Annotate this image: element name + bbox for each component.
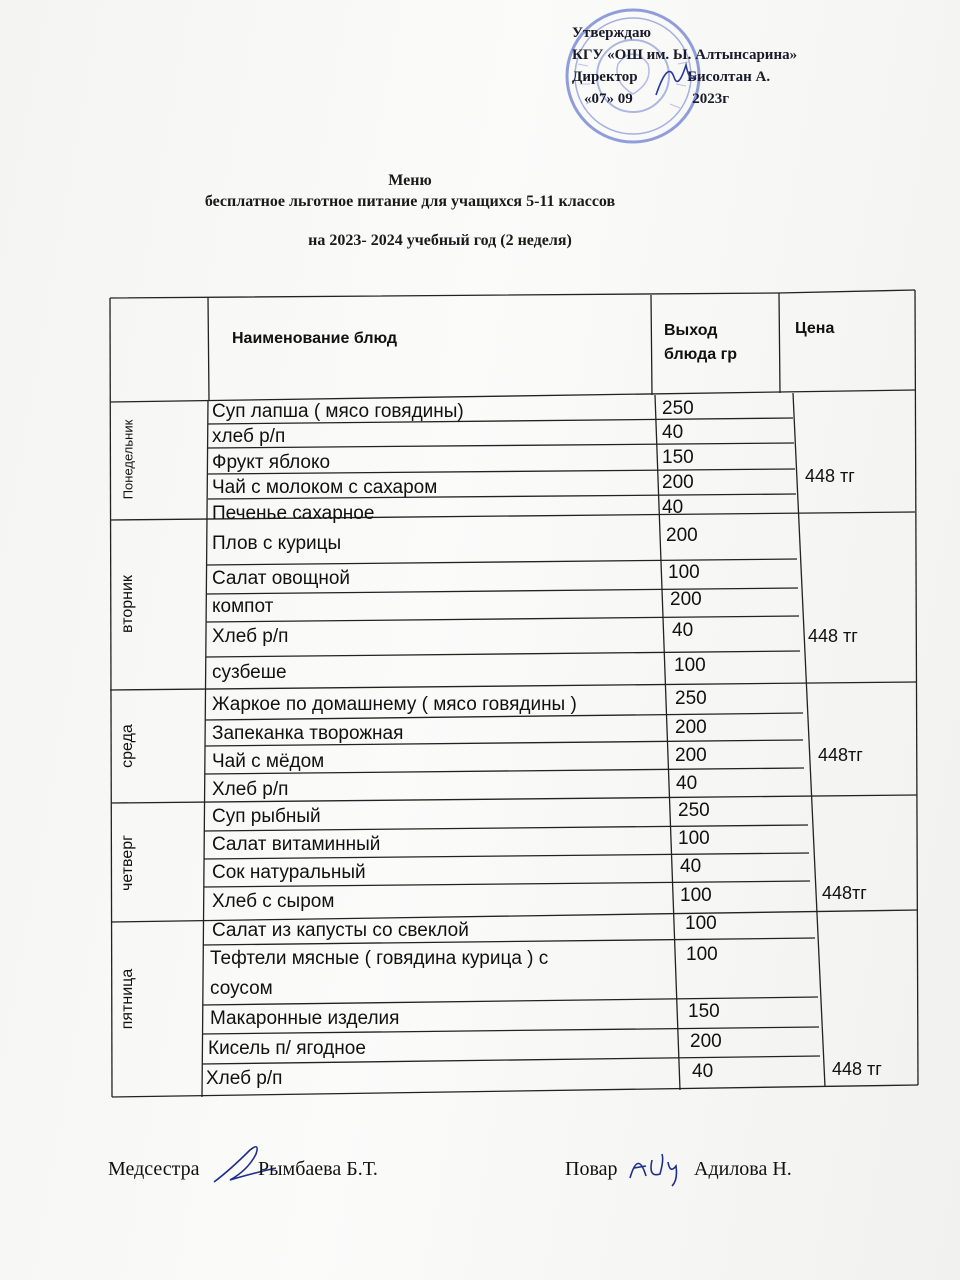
dish-cell: компот — [212, 596, 274, 617]
day-label-tuesday: вторник — [119, 575, 136, 633]
dish-cell: Салат витаминный — [212, 834, 381, 855]
approval-line-2: КГУ «ОШ им. Ы. Алтынсарина» — [572, 47, 798, 63]
dish-cell: Кисель п/ ягодное — [208, 1038, 366, 1059]
dish-cell: Фрукт яблоко — [212, 452, 331, 473]
dish-cell: Салат овощной — [212, 568, 351, 589]
nurse-role: Медсестра — [108, 1158, 200, 1180]
dish-cell: Хлеб р/п — [212, 779, 289, 800]
approval-date: «07» 09 — [584, 91, 633, 107]
dish-cell: Тефтели мясные ( говядина курица ) с — [210, 948, 549, 969]
dish-cell: Салат из капусты со свеклой — [212, 920, 469, 941]
day-label-wednesday: среда — [119, 724, 136, 768]
grams-cell: 40 — [680, 856, 702, 877]
grams-cell: 250 — [662, 398, 694, 419]
grams-cell: 100 — [680, 885, 712, 906]
grams-cell: 40 — [692, 1061, 714, 1082]
approval-year: 2023г — [692, 91, 730, 107]
cook-name: Адилова Н. — [694, 1158, 792, 1180]
cook-signature-icon — [624, 1140, 694, 1190]
approval-name: Бисолтан А. — [687, 69, 771, 85]
price-tuesday: 448 тг — [808, 626, 858, 646]
grams-cell: 200 — [670, 589, 702, 610]
grams-cell: 40 — [662, 422, 684, 443]
grams-cell: 250 — [675, 688, 707, 709]
grams-cell: 200 — [662, 472, 694, 493]
header-yield-line2: блюда гр — [664, 346, 738, 363]
dish-cell: Чай с мёдом — [212, 751, 325, 772]
approval-line-1: Утверждаю — [572, 25, 651, 41]
grams-cell: 40 — [672, 620, 694, 641]
menu-subtitle: бесплатное льготное питание для учащихся 5-11 классов — [204, 193, 616, 210]
grams-cell: 200 — [666, 525, 698, 546]
dish-cell: Хлеб р/п — [212, 626, 289, 647]
grams-cell: 40 — [662, 497, 684, 518]
dish-cell: Суп лапша ( мясо говядины) — [212, 401, 464, 422]
dish-cell: Плов с курицы — [212, 533, 342, 554]
approval-role: Директор — [572, 69, 638, 85]
day-label-monday: Понедельник — [120, 419, 136, 500]
dish-cell: Макаронные изделия — [210, 1008, 400, 1029]
menu-title: Меню — [388, 172, 432, 189]
dish-cell: Печенье сахарное — [212, 503, 375, 524]
day-label-thursday: четверг — [119, 835, 136, 891]
dish-cell: Хлеб р/п — [206, 1068, 283, 1089]
grams-cell: 100 — [674, 655, 706, 676]
grams-cell: 150 — [688, 1001, 720, 1022]
grams-cell: 250 — [678, 800, 710, 821]
price-thursday: 448тг — [822, 883, 867, 903]
grams-cell: 40 — [676, 773, 698, 794]
grams-cell: 100 — [686, 944, 718, 965]
grams-cell: 200 — [675, 717, 707, 738]
dish-cell: Жаркое по домашнему ( мясо говядины ) — [212, 694, 577, 715]
dish-cell: Суп рыбный — [212, 806, 321, 827]
dish-cell: хлеб р/п — [212, 426, 286, 447]
price-friday: 448 тг — [832, 1059, 882, 1079]
dish-cell: Сок натуральный — [212, 862, 366, 883]
grams-cell: 100 — [685, 913, 717, 934]
grams-cell: 200 — [675, 745, 707, 766]
dish-cell: сузбеше — [212, 662, 287, 683]
dish-cell-line2: соусом — [210, 978, 273, 999]
menu-period: на 2023- 2024 учебный год (2 неделя) — [308, 232, 572, 249]
dish-cell: Запеканка творожная — [212, 723, 404, 744]
grams-cell: 150 — [662, 447, 694, 468]
header-dish: Наименование блюд — [232, 330, 398, 347]
price-monday: 448 тг — [805, 466, 855, 486]
grams-cell: 100 — [668, 562, 700, 583]
header-price: Цена — [795, 320, 835, 337]
dish-cell: Хлеб с сыром — [212, 891, 335, 912]
cook-role: Повар — [565, 1158, 618, 1180]
day-label-friday: пятница — [119, 968, 136, 1030]
grams-cell: 100 — [678, 828, 710, 849]
price-wednesday: 448тг — [818, 745, 863, 765]
dish-cell: Чай с молоком с сахаром — [212, 477, 438, 498]
grams-cell: 200 — [690, 1031, 722, 1052]
header-yield-line1: Выход — [664, 322, 718, 339]
nurse-name: Рымбаева Б.Т. — [258, 1158, 378, 1180]
